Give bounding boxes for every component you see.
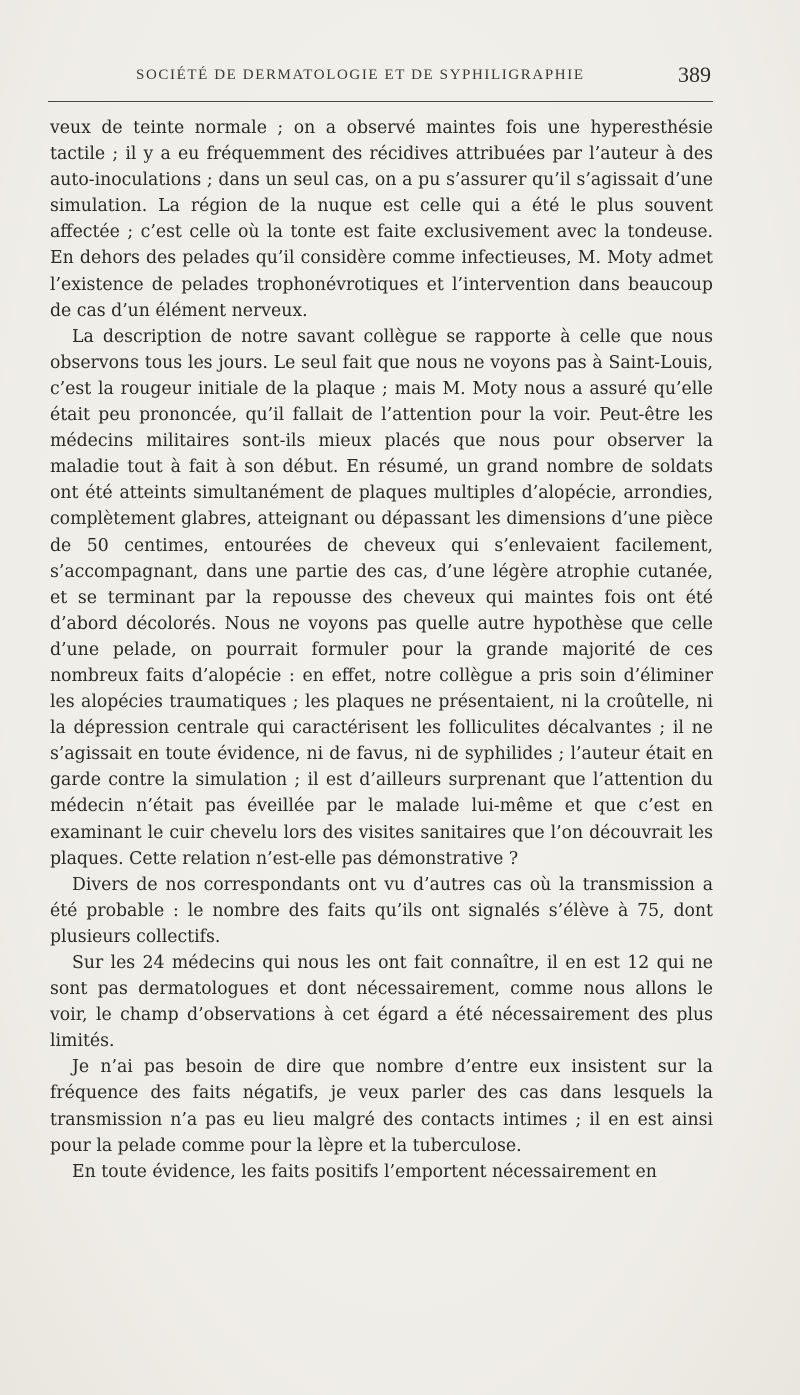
paragraph: veux de teinte normale ; on a observé maintes fois une hyperesthésie tactile ; il y a eu fréquemment des récidives attribuées par l’auteur à des auto-inoculations ; dans un seul cas, on a pu s’assurer qu’il s’agissait d’une simulation. La région de la nuque est celle qui a été le plus souvent affectée ; c’est celle où la tonte est faite exclusivement avec la tondeuse. En dehors des pelades qu’il considère comme infectieuses, M. Moty admet l’existence de pelades trophonévrotiques et l’intervention dans beaucoup de cas d’un élément nerveux. bbox=[50, 118, 713, 321]
page-header bbox=[48, 62, 713, 92]
paragraph: La description de notre savant collègue se rapporte à celle que nous observons tous les jours. Le seul fait que nous ne voyons pas à Saint-Louis, c’est la rougeur initiale de la plaque ; mais M. Moty nous a assuré qu’elle était peu prononcée, qu’il fallait de l’attention pour la voir. Peut-être les médecins militaires sont-ils mieux placés que nous pour observer la maladie tout à fait à son début. En résumé, un grand nombre de soldats ont été atteints simultanément de plaques multiples d’alopécie, arrondies, complètement glabres, atteignant ou dépassant les dimensions d’une pièce de 50 centimes, entourées de cheveux qui s’enlevaient facilement, s’accompagnant, dans une partie des cas, d’une légère atrophie cutanée, et se terminant par la repousse des cheveux qui maintes fois ont été d’abord décolorés. Nous ne voyons pas quelle autre hypothèse que celle d’une pelade, on pourrait formuler pour la grande majorité de ces nombreux faits d’alopécie : en effet, notre collègue a pris soin d’éliminer les alopécies traumatiques ; les plaques ne présentaient, ni la croûtelle, ni la dépression centrale qui caractérisent les folliculites décalvantes ; il ne s’agissait en toute évidence, ni de favus, ni de syphilides ; l’auteur était en garde contre la simulation ; il est d’ailleurs surprenant que l’attention du médecin n’était pas éveillée par le malade lui-même et que c’est en examinant le cuir chevelu lors des visites sanitaires que l’on découvrait les plaques. Cette relation n’est-elle pas démonstrative ? bbox=[50, 326, 713, 869]
paragraph: En toute évidence, les faits positifs l’emportent nécessairement en bbox=[72, 1161, 657, 1182]
running-title: SOCIÉTÉ DE DERMATOLOGIE ET DE SYPHILIGRAPHIE bbox=[136, 67, 585, 83]
header-rule bbox=[48, 101, 713, 102]
paragraph: Divers de nos correspondants ont vu d’autres cas où la transmission a été probable : le nombre des faits qu’ils ont signalés s’élève à 75, dont plusieurs collectifs. bbox=[50, 874, 713, 947]
paragraph: Je n’ai pas besoin de dire que nombre d’entre eux insistent sur la fréquence des faits négatifs, je veux parler des cas dans lesquels la transmission n’a pas eu lieu malgré des contacts intimes ; il en est ainsi pour la pelade comme pour la lèpre et la tuberculose. bbox=[50, 1057, 713, 1156]
body-text bbox=[50, 115, 713, 1185]
page-number: 389 bbox=[678, 62, 711, 87]
paragraph: Sur les 24 médecins qui nous les ont fait connaître, il en est 12 qui ne sont pas dermatologues et dont nécessairement, comme nous allons le voir, le champ d’observations à cet égard a été nécessairement des plus limités. bbox=[50, 953, 713, 1052]
